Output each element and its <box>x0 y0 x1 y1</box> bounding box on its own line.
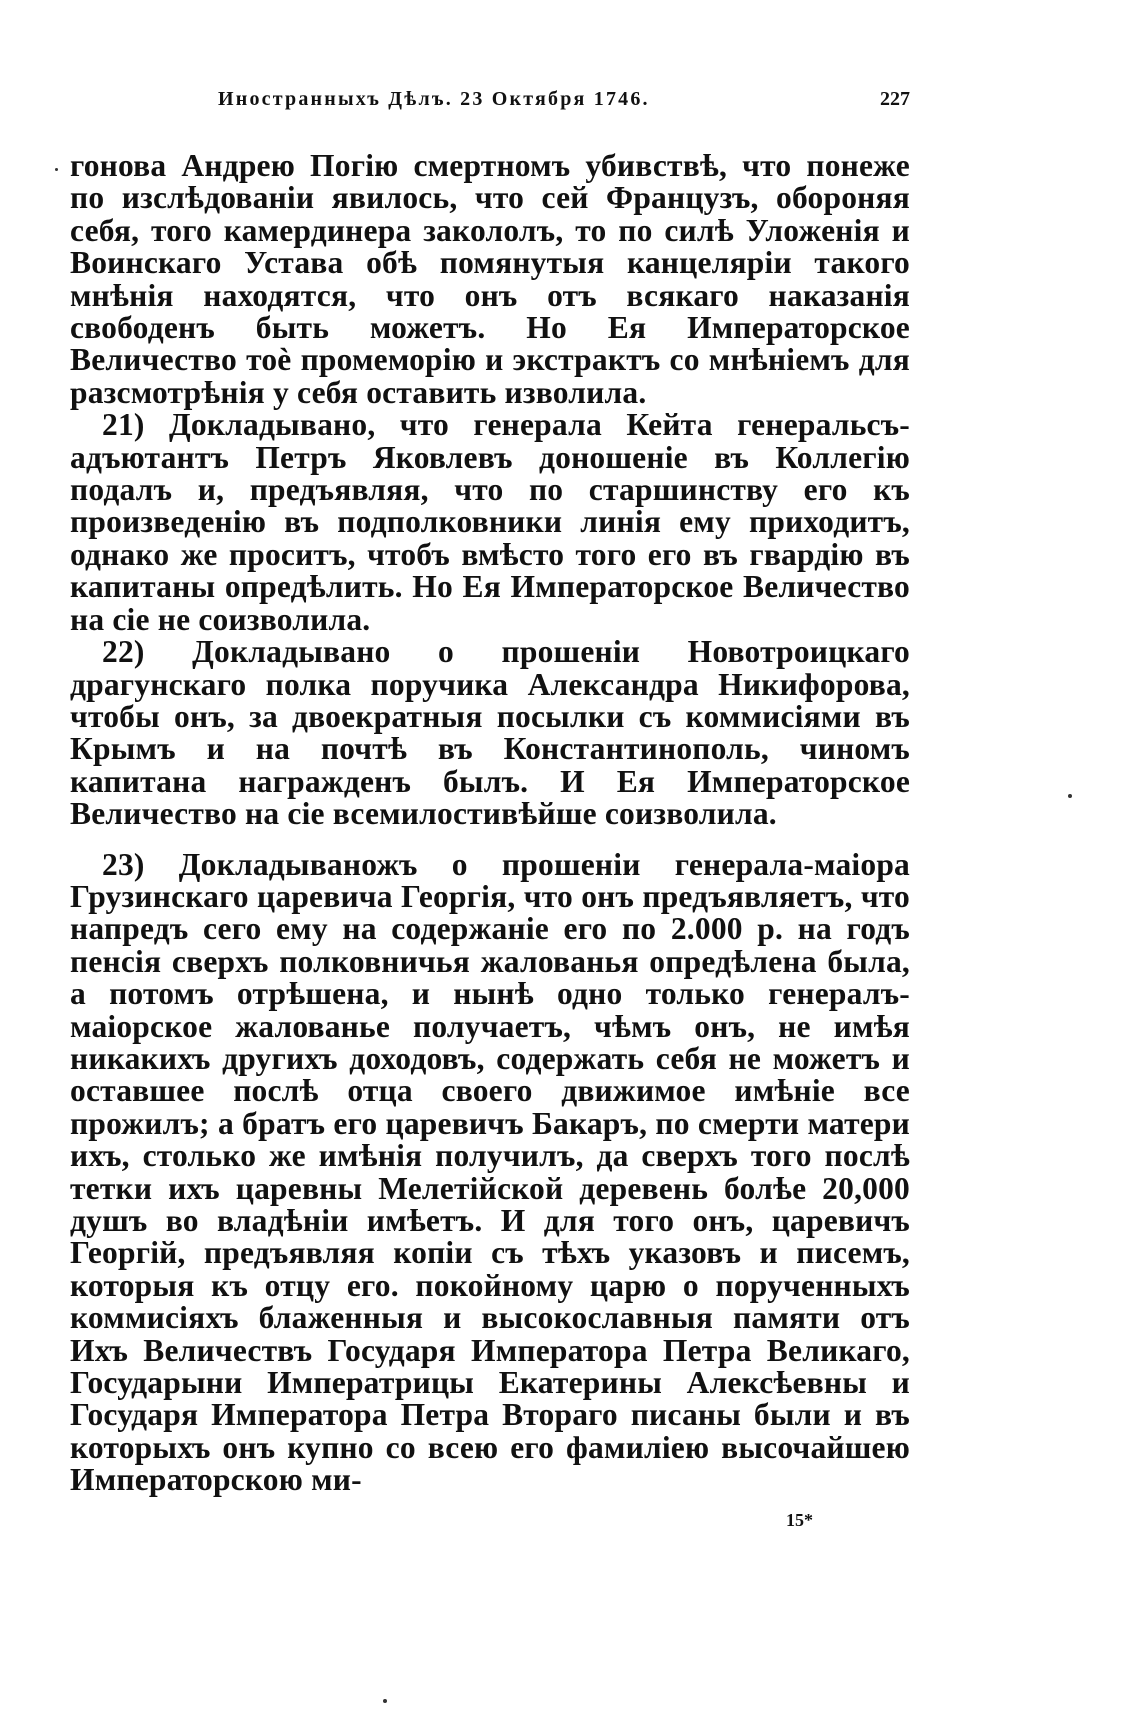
print-speck <box>55 168 58 171</box>
print-speck <box>1068 794 1072 798</box>
body-text <box>70 150 910 1497</box>
print-speck <box>383 1699 387 1703</box>
signature-mark: 15* <box>786 1510 813 1530</box>
paragraph-continuation: гонова Андрею Погію смертномъ убивствѣ, что понеже по изслѣдованіи явилось, что сей Французъ, обороняя себя, того камердинера закололъ, то по силѣ Уложенія и Воинскаго Устава обѣ помянутыя канцеляріи такого мнѣнія находятся, что онъ отъ всякаго наказанія свободенъ быть можетъ. Но Ея Императорское Величество тоѐ промеморію и экстрактъ со мнѣніемъ для разсмотрѣнія у себя оставить изволила. <box>70 148 910 410</box>
paragraph-item-21: 21) Докладывано, что генерала Кейта генеральсъ-адъютантъ Петръ Яковлевъ доношеніе въ Коллегію подалъ и, предъявляя, что по старшинству его къ произведенію въ подполковники линія ему приходитъ, однако же проситъ, чтобъ вмѣсто того его въ гвардію въ капитаны опредѣлить. Но Ея Императорское Величество на сіе не соизволила. <box>70 407 910 637</box>
running-head: Иностранныхъ Дѣлъ. 23 Октября 1746. <box>218 88 650 110</box>
paragraph-item-22: 22) Докладывано о прошеніи Новотроицкаго драгунскаго полка поручика Александра Никифорова, чтобы онъ, за двоекратныя посылки съ коммисіями въ Крымъ и на почтѣ въ Константинополь, чиномъ капитана награжденъ былъ. И Ея Императорское Величество на сіе всемилостивѣйше соизволила. <box>70 634 910 832</box>
paragraph-item-23: 23) Докладываножъ о прошеніи генерала-маіора Грузинскаго царевича Георгія, что онъ предъявляетъ, что напредъ сего ему на содержаніе его по 2.000 р. на годъ пенсія сверхъ полковничья жалованья опредѣлена была, а потомъ отрѣшена, и нынѣ одно только генералъ-маіорское жалованье получаетъ, чѣмъ онъ, не имѣя никакихъ другихъ доходовъ, содержать себя не можетъ и оставшее послѣ отца своего движимое имѣніе все прожилъ; а братъ его царевичъ Бакаръ, по смерти матери ихъ, столько же имѣнія получилъ, да сверхъ того послѣ тетки ихъ царевны Мелетійской деревень болѣе 20,000 душъ во владѣніи имѣетъ. И для того онъ, царевичъ Георгій, предъявляя копіи съ тѣхъ указовъ и писемъ, которыя къ отцу его. покойному царю о порученныхъ коммисіяхъ блаженныя и высокославныя памяти отъ Ихъ Величествъ Государя Императора Петра Великаго, Государыни Императрицы Екатерины Алексѣевны и Государя Императора Петра Втораго писаны были и въ которыхъ онъ купно со всею его фамиліею высочайшею Императорскою ми- <box>70 846 910 1498</box>
page-number: 227 <box>880 88 910 110</box>
page-header <box>70 88 910 128</box>
